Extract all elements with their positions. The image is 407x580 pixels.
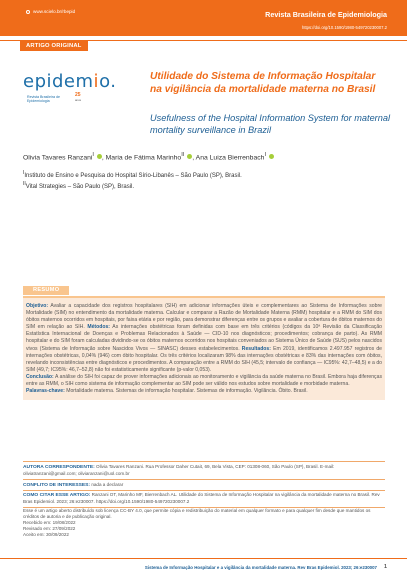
abstract-body: Objetivo: Avaliar a capacidade dos registros hospitalares (SIH) em adicionar informações úteis e complementares ao Sistema de Informações sobre Mortalidade (SIM) no entendimento da mortalidade materna. Calcular e comparar a Razão de Mortalidade Materna (RMM) hospitalar e a RMM do SIM dos óbitos maternos ocorridos em hospitais, por faixa etária e por região, para demonstrar diferenças entre os grupos e avaliar a cobertura de óbitos maternos do SIM em relação ao SIH. Métodos: As internações obstétricas foram definidas com base em três critérios (códigos da 10ª Revisão da Classificação Estatística Internacional de Doenças e Problemas Relacionados à Saúde — CID-10 nos diagnósticos; procedimentos; cobrança de parto). As RMM hospitalar e do SIM foram calculadas dividindo-se os óbitos maternos ocorridos nos hospitais conveniados ao Sistema Único de Saúde (SUS) pelos nascidos vivos (Sistema de Informação sobre Nascidos Vivos — SINASC) desses estabelecimentos. Resultados: Em 2019, identificamos 2.497.957 registros de internações obstétricas, 0,04% (946) com óbito hospitalar. Os três critérios localizaram 98% das internações obstétricas e 83% das internações com óbitos, revelando inconsistências entre diagnósticos e procedimentos. A comparação entre a RMM do SIH (45,5; intervalo de confiança — IC95%: 42,7–48,5) e a do SIM (49,7; IC95%: 46,7–52,8) não foi estatisticamente significante (p-valor 0,053). Conclusão: A análise do SIH foi capaz de prover informações adicionais ao monitoramento e vigilância da saúde materna no Brasil. Embora haja diferenças entre as RMM, o SIH como sistema de informação complementar ao SIM pode ser válido nos estudos sobre mortalidade e morbidade materna. Palavras-chave: Mortalidade materna. Sistemas de informação hospitalar. Sistemas de informação. Vigilância. Óbito. Brasil. xyxy=(23,296,385,400)
logo-wordmark: epidemio. xyxy=(23,71,117,92)
license-note: Esse é um artigo aberto distribuído sob licença CC-BY 4.0, que permite cópia e redistribuição do material em qualquer formato e para qualquer fim desde que mantidos os créditos de autoria e de publicação original. xyxy=(23,508,371,520)
abstract-label: RESUMO xyxy=(23,286,69,295)
affiliation-item: $^I$Instituto de Ensino e Pesquisa do Hospital Sírio-Libanês – São Paulo (SP), Brasil. xyxy=(23,170,242,179)
orcid-icon[interactable] xyxy=(187,154,192,159)
logo-subtitle: Revista Brasileira de Epidemiologia xyxy=(27,95,60,104)
doi-link[interactable]: https://doi.org/10.1590/1980-549720230007.2 xyxy=(302,25,387,30)
anniversary-badge: 25 anos xyxy=(75,92,82,102)
orcid-icon[interactable] xyxy=(97,154,102,159)
received-date: Recebido em: 19/08/2022 xyxy=(23,520,76,525)
author-list: Olivia Tavares Ranzani$^I$ , Maria de Fátima Marinho$^{II}$ , Ana Luiza Bierrenbach$^I$ xyxy=(23,152,393,161)
abstract-box xyxy=(23,278,385,400)
how-to-cite: COMO CITAR ESSE ARTIGO: Ranzani OT, Marinho MF, Bierrenbach AL. Utilidade do Sistema de Informação Hospitalar na vigilância da mortalidade materna no Brasil. Rev Bras Epidemiol. 2023; 26:e230007. https://doi.org/10.1590/1980-549720230007.2 xyxy=(23,492,380,505)
section-tag: ARTIGO ORIGINAL xyxy=(20,41,88,51)
footer-citation: Sistema de Informação Hospitalar e a vigilância da mortalidade materna. Rev Bras Epidemiol. 2023; 26:e230007 xyxy=(144,565,377,570)
orcid-icon[interactable] xyxy=(269,154,274,159)
page-footer xyxy=(0,558,407,580)
globe-icon xyxy=(26,10,30,14)
section-tag-bar xyxy=(0,40,407,51)
article-title-en: Usefulness of the Hospital Information System for maternal mortality surveillance in Brazil xyxy=(150,113,391,136)
article-title-pt: Utilidade do Sistema de Informação Hospitalar na vigilância da mortalidade materna no Brasil xyxy=(150,71,376,96)
page-number: 1 xyxy=(384,564,387,570)
article-dates xyxy=(23,520,76,539)
affiliation-item: $^{II}$Vital Strategies – São Paulo (SP), Brasil. xyxy=(23,181,135,191)
revised-date: Revisado em: 27/09/2022 xyxy=(23,526,76,532)
correspondence: AUTORA CORRESPONDENTE: Olivia Tavares Ranzani. Rua Professor Daher Cutait, 69, Bela Vista, CEP: 01308-060, São Paulo (SP), Brasil. E-mail: oliviatranzani@gmail.com; oliviaranzani@uol.com.br xyxy=(23,464,335,477)
journal-logo xyxy=(23,71,141,116)
divider xyxy=(23,461,385,462)
divider xyxy=(23,479,385,480)
divider xyxy=(23,490,385,491)
journal-name: Revista Brasileira de Epidemiologia xyxy=(265,10,387,19)
author-name: Maria de Fátima Marinho xyxy=(105,154,182,162)
site-link[interactable] xyxy=(26,9,75,14)
accepted-date: Aceito em: 30/09/2022 xyxy=(23,532,69,538)
author-name: Olivia Tavares Ranzani xyxy=(23,154,93,162)
affiliations xyxy=(23,169,393,191)
site-url[interactable]: www.scielo.br/rbepid xyxy=(33,9,76,14)
author-name: Ana Luiza Bierrenbach xyxy=(195,154,265,162)
journal-header xyxy=(0,0,407,36)
conflict-of-interest: CONFLITO DE INTERESSES: nada a declarar xyxy=(23,482,124,488)
